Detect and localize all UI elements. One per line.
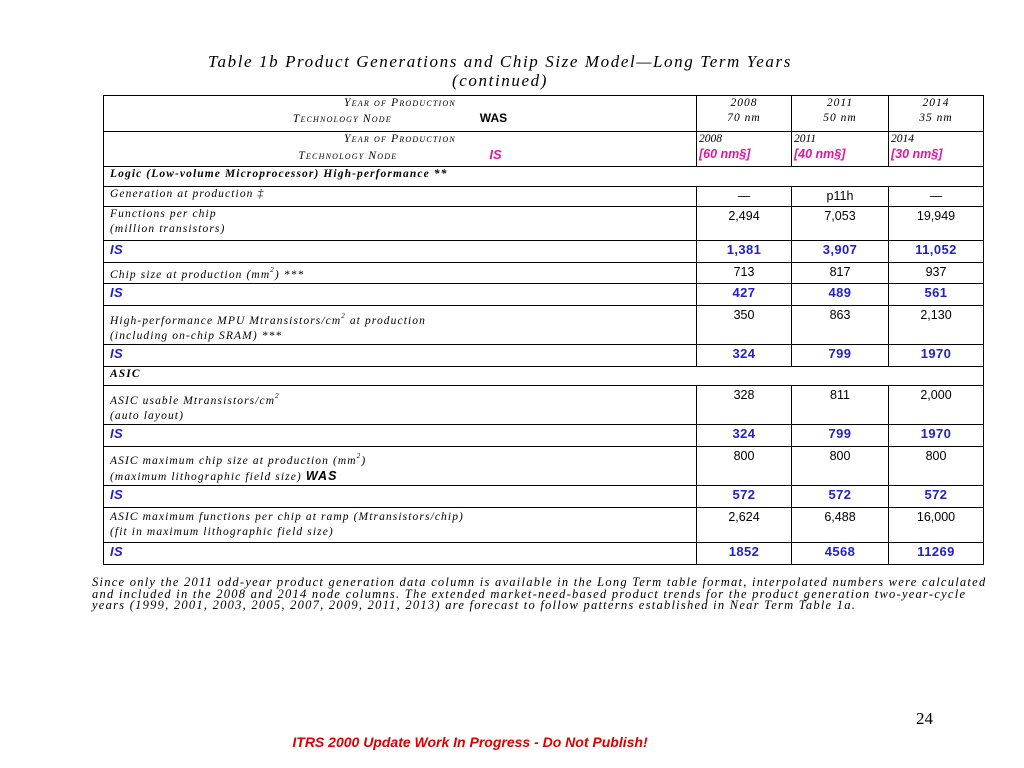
label-text: Chip size at production (mm [110,269,271,281]
table-title [60,52,940,90]
node-value: 50 nm [823,112,857,124]
label-text: ASIC maximum chip size at production (mm [110,455,357,467]
year-value: 2011 [794,133,817,145]
label-text: ASIC usable Mtransistors/cm [110,395,276,407]
cell-value: 19,949 [889,207,984,241]
is-row-label: IS [104,543,697,565]
row-label [104,306,697,345]
is-cell-value: 572 [792,486,889,508]
header-is-label [104,132,697,167]
cell-value: 713 [697,263,792,284]
cell-value: 2,130 [889,306,984,345]
row-label-line2: (million transistors) [110,223,226,235]
cell-value: 937 [889,263,984,284]
cell-value: 863 [792,306,889,345]
is-cell-value: 799 [792,425,889,447]
label-text: High-performance MPU Mtransistors/cm [110,315,342,327]
header-row-is [104,132,984,167]
cell-value: — [697,187,792,207]
header-was-label [104,96,697,132]
year-value: 2008 [730,97,758,109]
is-cell-value: 11269 [889,543,984,565]
node-value: [40 nm§] [794,147,846,161]
row-label-line2: (maximum lithographic field size) [110,471,302,483]
cell-value: 2,624 [697,508,792,543]
year-of-production-label: Year of Production [344,133,456,145]
row-label-line2: (fit in maximum lithographic field size) [110,526,334,538]
table-row-is [104,425,984,447]
label-superscript: 2 [341,312,346,320]
section-row-asic [104,367,984,386]
year-value: 2011 [826,97,854,109]
cell-value: 7,053 [792,207,889,241]
header-is-col-2014 [889,132,984,167]
cell-value: 350 [697,306,792,345]
is-row-label: IS [104,486,697,508]
table-row-is [104,486,984,508]
is-cell-value: 489 [792,284,889,306]
row-label-line1: ASIC maximum functions per chip at ramp (Mtransistors/chip) [110,511,464,523]
header-is-col-2011 [792,132,889,167]
is-row-label: IS [104,345,697,367]
year-of-production-label: Year of Production [344,97,456,109]
is-cell-value: 561 [889,284,984,306]
section-row-logic [104,167,984,187]
technology-node-label: Technology Node [292,113,392,125]
was-tag: WAS [479,111,508,125]
row-label [104,447,697,486]
year-value: 2008 [699,133,722,145]
table-row [104,386,984,425]
row-label [104,263,697,284]
footnote: Since only the 2011 odd-year product generation data column is available in the Long Term table format, interpolated numbers were calculated and included in the 2008 and 2014 node columns. The extended market-need-based product trends for the product generation two-year-cycle years (1999, 2001, 2003, 2005, 2007, 2009, 2011, 2013) are forecast to follow patterns established in Near Term Table 1a. [92,575,987,612]
header-row-was [104,96,984,132]
node-value: [60 nm§] [699,147,751,161]
is-cell-value: 427 [697,284,792,306]
row-label-line2: (including on-chip SRAM) *** [110,330,283,342]
is-cell-value: 324 [697,425,792,447]
label-text: at production [345,315,426,327]
label-superscript: 2 [275,392,280,400]
label-text: ) [361,455,367,467]
cell-value: 2,000 [889,386,984,425]
is-cell-value: 1852 [697,543,792,565]
table-row [104,306,984,345]
cell-value: — [889,187,984,207]
page-number: 24 [916,709,933,728]
is-cell-value: 11,052 [889,241,984,263]
cell-value: 16,000 [889,508,984,543]
node-value: 70 nm [727,112,761,124]
table-row-is [104,241,984,263]
is-cell-value: 1970 [889,425,984,447]
table-row-is [104,284,984,306]
header-was-col-2008 [697,96,792,132]
was-tag: WAS [305,469,338,483]
cell-value: 328 [697,386,792,425]
section-asic-label: ASIC [104,367,984,386]
table-row-is [104,543,984,565]
is-row-label: IS [104,425,697,447]
row-label [104,386,697,425]
is-cell-value: 1970 [889,345,984,367]
section-logic-label: Logic (Low-volume Microprocessor) High-performance ** [104,167,984,187]
is-cell-value: 799 [792,345,889,367]
is-cell-value: 572 [889,486,984,508]
year-value: 2014 [891,133,914,145]
is-cell-value: 1,381 [697,241,792,263]
table-row [104,187,984,207]
is-cell-value: 3,907 [792,241,889,263]
cell-value: 800 [697,447,792,486]
row-label: Generation at production ‡ [104,187,697,207]
row-label [104,207,697,241]
is-row-label: IS [104,241,697,263]
table-row [104,263,984,284]
node-value: [30 nm§] [891,147,943,161]
label-superscript: 2 [356,452,362,460]
label-superscript: 2 [270,266,275,274]
cell-value: 2,494 [697,207,792,241]
row-label [104,508,697,543]
table-row [104,447,984,486]
table-row [104,207,984,241]
table-title-line2: (continued) [452,71,548,90]
chip-size-table [103,95,984,565]
cell-value: 817 [792,263,889,284]
header-was-col-2014 [889,96,984,132]
cell-value: 6,488 [792,508,889,543]
row-label-line1: Functions per chip [110,208,217,220]
cell-value: 800 [889,447,984,486]
label-text: ) *** [274,269,305,281]
node-value: 35 nm [919,112,953,124]
header-is-col-2008 [697,132,792,167]
is-row-label: IS [104,284,697,306]
header-was-col-2011 [792,96,889,132]
table-row-is [104,345,984,367]
cell-value: 800 [792,447,889,486]
is-cell-value: 324 [697,345,792,367]
footer-notice: ITRS 2000 Update Work In Progress - Do Not Publish! [292,734,648,750]
cell-value: 811 [792,386,889,425]
row-label-line2: (auto layout) [110,410,185,422]
technology-node-label: Technology Node [298,150,398,162]
is-cell-value: 4568 [792,543,889,565]
table-row [104,508,984,543]
year-value: 2014 [922,97,950,109]
is-cell-value: 572 [697,486,792,508]
cell-value: p11h [792,187,889,207]
table-title-line1: Table 1b Product Generations and Chip Size Model—Long Term Years [208,52,792,71]
is-tag: IS [489,147,502,162]
